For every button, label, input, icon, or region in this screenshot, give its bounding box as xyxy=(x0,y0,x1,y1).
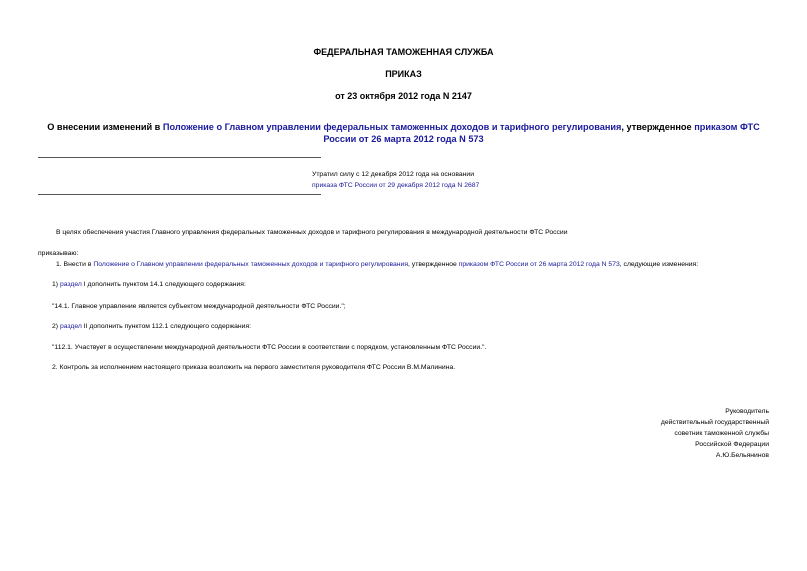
agency-heading: ФЕДЕРАЛЬНАЯ ТАМОЖЕННАЯ СЛУЖБА xyxy=(313,47,494,57)
quote-14-1: "14.1. Главное управление является субъектом международной деятельности ФТС России."; xyxy=(52,303,346,310)
title-link-order[interactable]: приказом ФТС России от 26 марта 2012 года N 573 xyxy=(323,122,760,144)
item-1 xyxy=(56,261,698,268)
signature-country: Российской Федерации xyxy=(695,441,769,448)
signature-block xyxy=(661,406,769,461)
subitem-2-section-link[interactable]: раздел xyxy=(59,323,82,330)
item-1-mid: , утвержденное xyxy=(408,261,459,268)
document-date: от 23 октября 2012 года N 2147 xyxy=(335,91,472,101)
title-link-regulation[interactable]: Положение о Главном управлении федеральных таможенных доходов и тарифного регулирования xyxy=(162,122,622,132)
quote-112-1: "112.1. Участвует в осуществлении международной деятельности ФТС России в соответствии с порядком, установленным ФТС России.". xyxy=(52,344,487,351)
title-prefix: О внесении изменений в xyxy=(47,122,163,132)
item-1-suffix: , следующие изменения: xyxy=(619,261,699,268)
subitem-2-number: 2) xyxy=(52,323,60,330)
signature-position: Руководитель xyxy=(725,408,769,415)
intro-paragraph: В целях обеспечения участия Главного управления федеральных таможенных доходов и тарифного регулирования в международной деятельности ФТС России xyxy=(56,229,568,236)
subitem-1-text: I дополнить пунктом 14.1 следующего содержания: xyxy=(81,281,246,288)
document-title xyxy=(30,121,777,145)
subitem-2 xyxy=(52,323,251,330)
item-2: 2. Контроль за исполнением настоящего приказа возложить на первого заместителя руководителя ФТС России В.М.Малинина. xyxy=(52,364,456,371)
subitem-2-text: II дополнить пунктом 112.1 следующего содержания: xyxy=(81,323,252,330)
repeal-link[interactable]: приказа ФТС России от 29 декабря 2012 года N 2687 xyxy=(312,181,480,189)
title-mid: , утвержденное xyxy=(621,122,695,132)
repeal-note xyxy=(312,170,479,191)
signature-rank-1: действительный государственный xyxy=(660,419,769,426)
item-1-link-order[interactable]: приказом ФТС России от 26 марта 2012 года N 573 xyxy=(458,261,620,268)
subitem-1-number: 1) xyxy=(52,281,60,288)
order-word: приказываю: xyxy=(38,250,79,257)
signature-name: А.Ю.Бельянинов xyxy=(715,452,769,459)
subitem-1 xyxy=(52,281,246,288)
repeal-text: Утратил силу с 12 декабря 2012 года на основании xyxy=(312,171,475,178)
divider-bottom xyxy=(38,194,321,195)
item-1-prefix: 1. Внести в xyxy=(56,261,94,268)
subitem-1-section-link[interactable]: раздел xyxy=(59,281,82,288)
document-type: ПРИКАЗ xyxy=(385,69,422,79)
signature-rank-2: советник таможенной службы xyxy=(674,430,769,437)
item-1-link-regulation[interactable]: Положение о Главном управлении федеральных таможенных доходов и тарифного регулирования xyxy=(93,261,409,268)
divider-top xyxy=(38,157,321,158)
